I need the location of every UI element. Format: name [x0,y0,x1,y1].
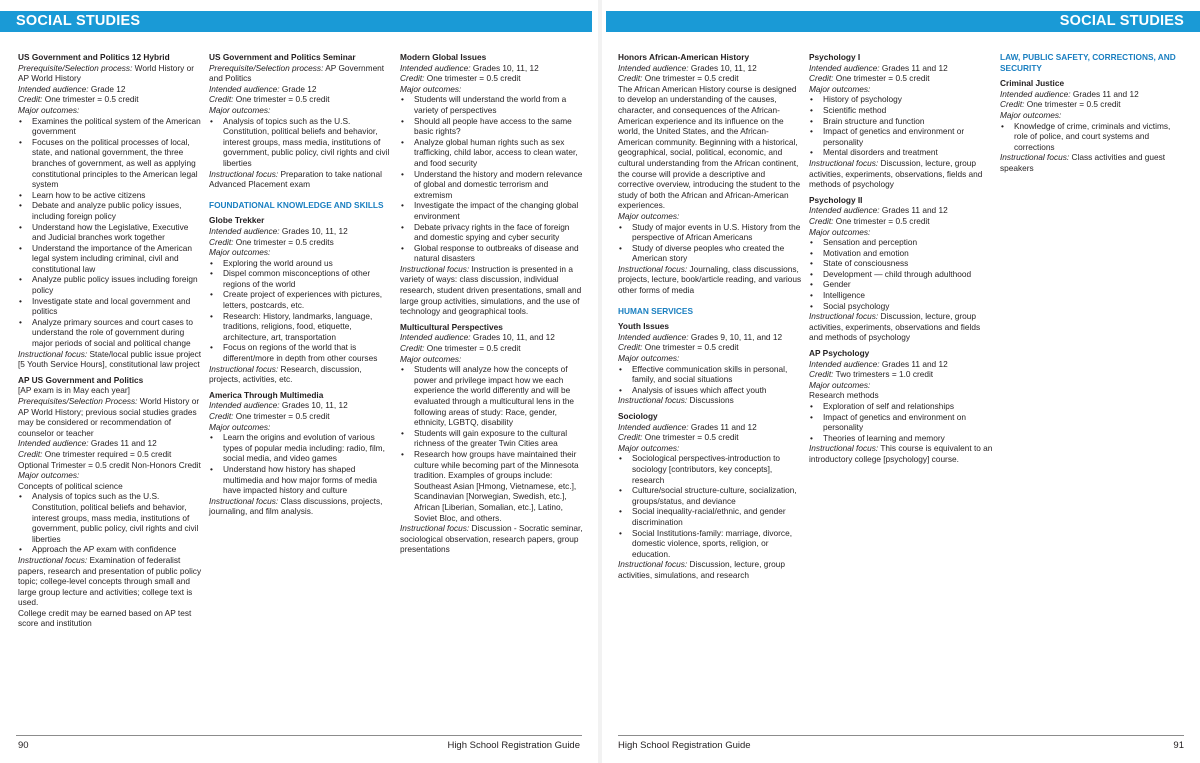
outcome-item: • Research how groups have maintained their culture while becoming part of the Minnesota tradition. Examples of groups include: Southeast Asian [Hmong, Vietnamese, etc.], Scandinavian [Norwegian, Swedish, etc.], African [Liberian, Somalian, etc.], Latino, Soviet Bloc, and others. [400,449,585,523]
course-detail-line [209,422,394,433]
column [400,52,585,560]
outcome-item: • History of psychology [809,94,994,105]
column [809,52,994,470]
course-entry [809,195,994,343]
detail-label: Major outcomes: [209,247,271,258]
course-title: Sociology [618,411,658,421]
course-detail-line [209,105,394,116]
outcomes-list [209,258,394,364]
detail-text: Discussion, lecture, group activities, experiments, observations, fields and methods of psychology [809,157,983,190]
course-title: Multicultural Perspectives [400,321,503,332]
outcomes-list [618,222,803,264]
outcome-item: • Understand the importance of the American legal system including criminal, civil and constitutional law [18,243,203,275]
course-detail-line [209,169,394,190]
detail-label: Intended audience: [1000,88,1071,99]
course-detail-line [809,443,994,464]
outcomes-list [209,432,394,496]
course-detail-line [809,84,994,95]
detail-label: Major outcomes: [809,83,871,94]
detail-label: Intended audience: [618,62,689,73]
column [618,52,803,586]
detail-text: World History or AP World History; previous social studies grades may be considered or recommendation of counselor or teacher [18,396,200,438]
detail-text: AP Government and Politics [209,62,385,84]
course-detail-line [618,443,803,454]
course-detail-line [1000,89,1185,100]
detail-text: The African American History course is designed to develop an understanding of the causes, character, and consequences of the African-American experience and its influence on the world, the United States, and the African-American community. Beginning with a historical, geographical, social, political, economic, and cultural understanding from the African continent, the course will provide a descriptive and corrective overview, introducing the student to the study of both the African and African-American experiences. [618,83,801,211]
detail-label: Prerequisite/Selection process: [209,62,324,73]
detail-text: One trimester = 0.5 credit [424,343,521,354]
outcome-item: • Analysis of topics such as the U.S. Constitution, political beliefs and behavior, interest groups, mass media, institutions of government, public policy, civil rights and civil liberties [209,116,394,169]
detail-label: Intended audience: [809,205,880,216]
course-detail-line [618,342,803,353]
detail-label: Instructional focus: [618,263,688,274]
detail-label: Instructional focus: [209,495,279,506]
outcome-item: • Sensation and perception [809,237,994,248]
column [18,52,203,634]
detail-label: Major outcomes: [809,379,871,390]
course-detail-line [1000,99,1185,110]
detail-text: One trimester = 0.5 credit [833,73,930,84]
outcomes-list [209,116,394,169]
outcome-item: • Gender [809,279,994,290]
outcome-item: • Effective communication skills in personal, family, and social situations [618,364,803,385]
course-entry [809,52,994,190]
outcome-item: • Motivation and emotion [809,248,994,259]
right-page [602,0,1200,763]
course-detail-line [809,216,994,227]
page-number: 90 [18,740,29,751]
detail-label: Credit: [1000,99,1025,110]
outcome-item: • Analysis of topics such as the U.S. Constitution, political beliefs and behavior, interest groups, mass media, institutions of government, public policy, civil rights and civil liberties [18,491,203,544]
course-detail-line [618,559,803,580]
course-entry [809,348,994,465]
course-detail-line [400,84,585,95]
outcome-item: • Social psychology [809,301,994,312]
detail-text: One trimester = 0.5 credits [233,236,334,247]
outcome-item: • Social Institutions-family: marriage, divorce, domestic violence, sports, religion, or education. [618,528,803,560]
course-detail-line [18,385,203,396]
detail-text: Discussion, lecture, group activities, simulations, and research [618,559,785,580]
outcome-item: • Analyze public policy issues including foreign policy [18,274,203,295]
detail-text: This course is equivalent to an introductory college [psychology] course. [809,443,993,464]
outcome-item: • Create project of experiences with pictures, letters, postcards, etc. [209,289,394,310]
course-entry [618,411,803,581]
detail-label: Instructional focus: [1000,152,1070,163]
detail-label: Major outcomes: [618,442,680,453]
detail-text: Grades 11 and 12 [879,62,948,73]
outcome-item: • Analyze primary sources and court cases to understand the role of government during major periods of social and political change [18,317,203,349]
course-detail-line [18,84,203,95]
detail-label: Intended audience: [618,331,689,342]
detail-text: [AP exam is in May each year] [18,385,130,396]
detail-label: Major outcomes: [209,421,271,432]
detail-text: Two trimesters = 1.0 credit [833,369,934,380]
course-detail-line [809,380,994,391]
outcome-item: • Mental disorders and treatment [809,147,994,158]
outcome-item: • Analysis of issues which affect youth [618,385,803,396]
detail-label: Instructional focus: [618,559,688,570]
detail-text: One trimester = 0.5 credit [233,411,330,421]
detail-label: Credit: [809,73,834,84]
detail-label: Major outcomes: [809,226,871,237]
course-entry [1000,78,1185,173]
left-page [0,0,598,763]
detail-label: Instructional focus: [809,157,879,168]
detail-label: Instructional focus: [209,363,279,374]
header-bar [606,11,1200,32]
course-detail-line [209,411,394,422]
detail-text: Grades 10, 11, 12 [470,62,539,73]
outcome-item: • Students will analyze how the concepts of power and privilege impact how we each experience the world differently and will be evaluated through a multicultural lens in the following areas of study: Race, gender, ethnicity, LGBTQ, disability [400,364,585,428]
outcome-item: • Knowledge of crime, criminals and victims, role of police, and court systems and corrections [1000,121,1185,153]
course-detail-line [209,364,394,385]
course-detail-line [18,396,203,438]
course-detail-line [618,353,803,364]
course-detail-line [400,264,585,317]
outcome-item: • Impact of genetics and environment or personality [809,126,994,147]
detail-text: One trimester = 0.5 credit [424,73,521,84]
detail-text: Discussion, lecture, group activities, experiments, observations and fields and methods of psychology [809,311,981,343]
course-detail-line [400,63,585,74]
footer-guide-title: High School Registration Guide [447,740,580,751]
course-detail-line [809,390,994,401]
detail-text: Grades 10, 11, 12 [279,400,348,411]
outcome-item: • Understand the history and modern relevance of global and domestic terrorism and extremism [400,169,585,201]
outcome-item: • Development — child through adulthood [809,269,994,280]
course-entry [209,390,394,517]
header-bar [0,11,592,32]
page-number: 91 [1173,740,1184,751]
outcome-item: • Theories of learning and memory [809,433,994,444]
course-title: US Government and Politics 12 Hybrid [18,52,170,62]
detail-label: Intended audience: [18,438,89,449]
outcome-item: • Exploration of self and relationships [809,401,994,412]
outcome-item: • Focuses on the political processes of local, state, and national government, the three branches of government, as well as applying constitutional principles to the American legal system [18,137,203,190]
outcome-item: • Exploring the world around us [209,258,394,269]
detail-label: Credit: [618,342,643,353]
detail-text: Grade 12 [279,83,317,94]
detail-label: Major outcomes: [18,470,80,481]
detail-label: Major outcomes: [209,104,271,115]
course-detail-line [809,311,994,343]
course-title: Psychology II [809,194,863,205]
outcome-item: • Students will gain exposure to the cultural richness of the greater Twin Cities area [400,428,585,449]
course-title: Modern Global Issues [400,52,487,62]
detail-text: Concepts of political science [18,480,123,491]
detail-text: Research methods [809,390,879,401]
course-detail-line [18,608,203,629]
detail-label: Intended audience: [400,332,471,343]
course-detail-line [618,422,803,433]
course-detail-line [18,438,203,449]
detail-text: One trimester = 0.5 credit [1024,99,1121,110]
outcome-item: • Understand how the Legislative, Executive and Judicial branches work together [18,222,203,243]
outcome-item: • Impact of genetics and environment on personality [809,412,994,433]
detail-text: State/local public issue project [5 Youth Service Hours], constitutional law project [18,348,202,370]
course-detail-line [618,63,803,74]
course-detail-line [618,84,803,211]
outcome-item: • Examines the political system of the American government [18,116,203,137]
detail-text: Grades 11 and 12 [1070,88,1139,99]
detail-text: World History or AP World History [18,62,194,84]
course-detail-line [809,369,994,380]
detail-label: Major outcomes: [618,210,680,221]
detail-text: Optional Trimester = 0.5 credit Non-Honors Credit [18,459,201,470]
outcome-item: • Learn how to be active citizens [18,190,203,201]
outcomes-list [809,94,994,158]
detail-label: Credit: [18,448,43,459]
detail-text: Examination of federalist papers, research and presentation of public policy topic; college-level concepts through small and large group lecture and activities; college text is used. [18,554,202,608]
category-heading: LAW, PUBLIC SAFETY, CORRECTIONS, AND SECURITY [1000,52,1176,73]
course-detail-line [18,470,203,481]
course-entry [209,215,394,385]
outcomes-list [809,237,994,311]
course-entry [400,52,585,317]
course-detail-line [18,460,203,471]
detail-label: Credit: [209,94,234,105]
outcome-item: • Understand how history has shaped multimedia and how major forms of media have impacted history and culture [209,464,394,496]
course-entry [18,375,203,629]
course-title: Psychology I [809,52,861,62]
outcome-item: • Analyze global human rights such as sex trafficking, child labor, access to clean water, and food security [400,137,585,169]
outcome-item: • Study of diverse peoples who created the American story [618,243,803,264]
course-detail-line [209,400,394,411]
course-entry [400,322,585,555]
course-detail-line [18,94,203,105]
course-title: Criminal Justice [1000,78,1065,89]
course-detail-line [400,332,585,343]
detail-text: Grades 10, 11, and 12 [470,332,555,343]
detail-label: Credit: [809,215,834,226]
detail-label: Instructional focus: [400,263,470,274]
detail-text: College credit may be earned based on AP test score and institution [18,607,192,629]
detail-label: Major outcomes: [18,104,80,115]
category-heading: FOUNDATIONAL KNOWLEDGE AND SKILLS [209,199,384,210]
outcomes-list [400,94,585,264]
column [1000,52,1185,179]
course-detail-line [809,227,994,238]
outcome-item: • Should all people have access to the same basic rights? [400,116,585,137]
outcomes-list [618,453,803,559]
outcome-item: • Research: History, landmarks, language, traditions, religions, food, etiquette, architecture, art, transportation [209,311,394,343]
detail-label: Intended audience: [209,225,280,236]
course-detail-line [618,395,803,406]
detail-label: Credit: [618,73,643,84]
course-title: Honors African-American History [618,52,750,62]
footer-guide-title: High School Registration Guide [618,740,751,751]
outcome-item: • Students will understand the world from a variety of perspectives [400,94,585,115]
detail-text: One trimester required = 0.5 credit [42,448,172,459]
course-detail-line [209,94,394,105]
course-detail-line [809,359,994,370]
outcome-item: • Scientific method [809,105,994,116]
detail-label: Instructional focus: [618,395,688,406]
detail-label: Instructional focus: [18,348,88,359]
course-detail-line [809,63,994,74]
course-title: America Through Multimedia [209,389,324,400]
detail-label: Instructional focus: [400,523,470,534]
detail-text: Grade 12 [88,83,126,94]
detail-text: Journaling, class discussions, projects, lecture, book/article reading, and various other forms of media [618,263,802,296]
course-detail-line [618,332,803,343]
detail-label: Credit: [209,411,234,421]
detail-text: Research, discussion, projects, activities, etc. [209,363,362,385]
course-title: Youth Issues [618,321,670,332]
outcome-item: • Dispel common misconceptions of other regions of the world [209,268,394,289]
outcome-item: • State of consciousness [809,258,994,269]
course-detail-line [1000,110,1185,121]
course-detail-line [618,264,803,296]
outcome-item: • Social inequality-racial/ethnic, and gender discrimination [618,506,803,527]
detail-label: Intended audience: [209,83,280,94]
course-entry [618,321,803,406]
outcomes-list [809,401,994,443]
detail-text: Grades 11 and 12 [879,358,948,369]
detail-text: One trimester = 0.5 credit [233,94,330,105]
outcome-item: • Global response to outbreaks of disease and natural disasters [400,243,585,264]
detail-label: Prerequisite/Selection process: [18,62,133,73]
course-detail-line [400,343,585,354]
course-title: Globe Trekker [209,215,265,226]
course-detail-line [209,496,394,517]
detail-label: Intended audience: [400,62,471,73]
course-detail-line [618,73,803,84]
course-entry [209,52,394,190]
section-title: SOCIAL STUDIES [1059,13,1184,29]
outcome-item: • Brain structure and function [809,116,994,127]
detail-label: Instructional focus: [809,443,879,454]
detail-text: Class discussions, projects, journaling, and film analysis. [209,495,383,517]
course-title: US Government and Politics Seminar [209,52,356,62]
detail-label: Credit: [400,343,425,354]
detail-label: Intended audience: [809,62,880,73]
detail-text: Discussion - Socratic seminar, sociological observation, research papers, group presentations [400,523,583,555]
detail-label: Credit: [18,94,43,105]
category-heading: HUMAN SERVICES [618,305,693,316]
detail-text: Grades 11 and 12 [88,438,157,449]
course-detail-line [209,84,394,95]
course-detail-line [209,237,394,248]
detail-label: Credit: [809,369,834,380]
detail-text: One trimester = 0.5 credit [42,94,139,105]
section-title: SOCIAL STUDIES [16,13,141,29]
footer-rule [618,735,1184,736]
outcome-item: • Culture/social structure-culture, socialization, groups/status, and deviance [618,485,803,506]
detail-label: Instructional focus: [18,554,88,565]
detail-label: Major outcomes: [618,353,680,364]
outcome-item: • Investigate state and local government and politics [18,296,203,317]
course-detail-line [809,73,994,84]
course-detail-line [400,73,585,84]
detail-label: Credit: [209,236,234,247]
course-entry [618,52,803,296]
detail-text: Grades 10, 11, 12 [688,62,757,73]
course-detail-line [209,63,394,84]
course-detail-line [18,105,203,116]
course-detail-line [209,226,394,237]
course-detail-line [1000,152,1185,173]
detail-text: Class activities and guest speakers [1000,152,1166,173]
detail-label: Intended audience: [209,400,280,411]
detail-label: Intended audience: [618,421,689,432]
outcomes-list [18,116,203,349]
course-detail-line [18,349,203,370]
outcomes-list [18,491,203,555]
detail-text: Grades 11 and 12 [879,205,948,216]
outcomes-list [618,364,803,396]
detail-text: One trimester = 0.5 credit [642,342,739,353]
detail-label: Prerequisites/Selection Process: [18,396,138,406]
outcomes-list [400,364,585,523]
outcomes-list [1000,121,1185,153]
outcome-item: • Debate privacy rights in the face of foreign and domestic spying and cyber security [400,222,585,243]
detail-text: One trimester = 0.5 credit [642,73,739,84]
outcome-item: • Intelligence [809,290,994,301]
course-detail-line [18,555,203,608]
course-detail-line [400,523,585,555]
course-title: AP US Government and Politics [18,374,144,385]
course-entry [18,52,203,370]
column [209,52,394,522]
outcome-item: • Study of major events in U.S. History from the perspective of African Americans [618,222,803,243]
course-detail-line [18,481,203,492]
detail-text: One trimester = 0.5 credit [833,215,930,226]
outcome-item: • Debate and analyze public policy issues, including foreign policy [18,200,203,221]
detail-text: Grades 9, 10, 11, and 12 [688,331,783,342]
detail-text: Preparation to take national Advanced Placement exam [209,168,382,190]
outcome-item: • Investigate the impact of the changing global environment [400,200,585,221]
detail-label: Credit: [618,432,643,443]
course-detail-line [209,247,394,258]
detail-text: Instruction is presented in a variety of ways: class discussion, individual research, student driven presentations, small and large group activities, simulations, and the use of technology and geographical tools. [400,263,582,317]
detail-label: Major outcomes: [400,353,462,364]
detail-label: Intended audience: [18,83,89,94]
detail-label: Intended audience: [809,358,880,369]
detail-label: Major outcomes: [400,83,462,94]
outcome-item: • Sociological perspectives-introduction to sociology [contributors, key concepts], research [618,453,803,485]
course-detail-line [18,449,203,460]
outcome-item: • Approach the AP exam with confidence [18,544,203,555]
course-detail-line [618,211,803,222]
course-detail-line [809,205,994,216]
outcome-item: • Focus on regions of the world that is different/more in depth from other courses [209,342,394,363]
detail-text: Discussions [687,395,734,406]
course-title: AP Psychology [809,348,870,359]
course-detail-line [809,158,994,190]
outcome-item: • Learn the origins and evolution of various types of popular media including: radio, film, social media, and video games [209,432,394,464]
course-detail-line [18,63,203,84]
detail-text: Grades 11 and 12 [688,421,757,432]
detail-label: Credit: [400,73,425,84]
detail-label: Instructional focus: [209,168,279,179]
detail-label: Instructional focus: [809,311,879,322]
detail-label: Major outcomes: [1000,109,1062,120]
footer-rule [16,735,582,736]
detail-text: Grades 10, 11, 12 [279,225,348,236]
course-detail-line [400,354,585,365]
detail-text: One trimester = 0.5 credit [642,432,739,443]
course-detail-line [618,432,803,443]
